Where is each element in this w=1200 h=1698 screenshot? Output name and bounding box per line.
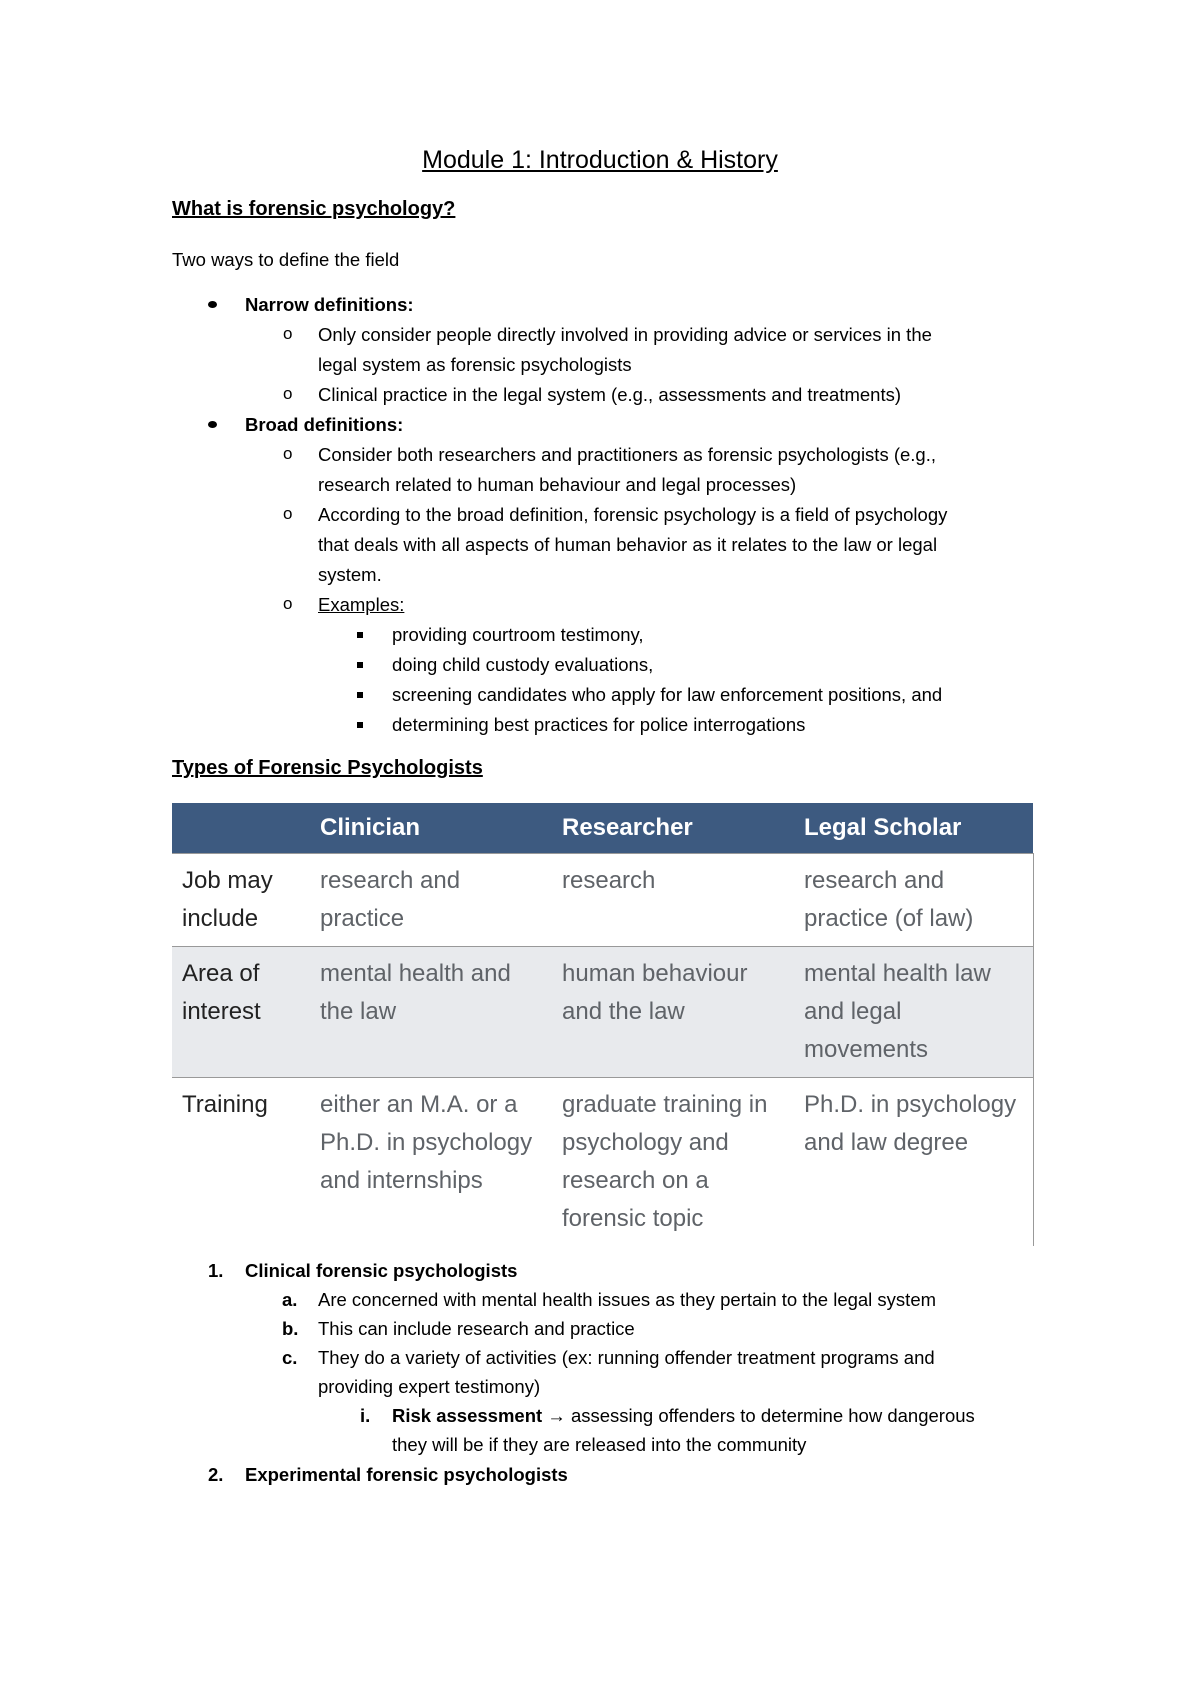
table-row: [172, 854, 1033, 947]
circle-bullet-icon: o: [283, 594, 293, 613]
bullet-icon: [208, 301, 217, 308]
circle-bullet-icon: o: [283, 504, 293, 523]
circle-bullet-icon: o: [283, 384, 293, 403]
square-bullet-icon: [357, 722, 363, 728]
risk-assessment-line: [392, 1401, 975, 1431]
broad-item-2b: that deals with all aspects of human behavior as it relates to the law or legal: [318, 534, 938, 555]
square-bullet-icon: [357, 662, 363, 668]
circle-bullet-icon: o: [283, 444, 293, 463]
list-subitem: This can include research and practice: [318, 1318, 635, 1339]
table-cell: research and practice: [310, 854, 552, 947]
bullet-icon: [208, 421, 217, 428]
list-number: 2.: [208, 1464, 224, 1485]
table-header-cell: Researcher: [552, 803, 794, 854]
examples-label: Examples:: [318, 594, 405, 615]
narrow-item-1a: Only consider people directly involved in providing advice or services in the: [318, 324, 932, 345]
risk-assessment-cont: they will be if they are released into the community: [392, 1434, 807, 1455]
list-subitem: They do a variety of activities (ex: running offender treatment programs and: [318, 1347, 935, 1368]
list-number: 1.: [208, 1260, 224, 1281]
section-heading-types: Types of Forensic Psychologists: [172, 757, 483, 779]
square-bullet-icon: [357, 692, 363, 698]
intro-text: Two ways to define the field: [172, 249, 400, 270]
broad-item-2c: system.: [318, 564, 382, 585]
risk-assessment-term: Risk assessment: [392, 1405, 543, 1426]
list-item-clinical: Clinical forensic psychologists: [245, 1260, 518, 1281]
list-roman: i.: [360, 1405, 371, 1426]
broad-item-1a: Consider both researchers and practitioners as forensic psychologists (e.g.,: [318, 444, 936, 465]
square-bullet-icon: [357, 632, 363, 638]
list-letter: a.: [282, 1289, 298, 1310]
example-item: doing child custody evaluations,: [392, 654, 654, 675]
table-cell: research: [552, 854, 794, 947]
table-header-cell: Clinician: [310, 803, 552, 854]
table-header-cell: [172, 803, 310, 854]
table-cell: graduate training in psychology and research on a forensic topic: [552, 1078, 794, 1247]
narrow-label: Narrow definitions:: [245, 294, 414, 315]
table-cell: research and practice (of law): [794, 854, 1033, 947]
table-cell: either an M.A. or a Ph.D. in psychology and internships: [310, 1078, 552, 1247]
section-heading-what-is: What is forensic psychology?: [172, 198, 456, 220]
broad-item-1b: research related to human behaviour and legal processes): [318, 474, 797, 495]
circle-bullet-icon: o: [283, 324, 293, 343]
example-item: providing courtroom testimony,: [392, 624, 644, 645]
list-letter: b.: [282, 1318, 299, 1339]
example-item: screening candidates who apply for law enforcement positions, and: [392, 684, 943, 705]
list-subitem-cont: providing expert testimony): [318, 1376, 541, 1397]
example-item: determining best practices for police interrogations: [392, 714, 806, 735]
table-header-row: [172, 803, 1033, 854]
broad-item-2a: According to the broad definition, forensic psychology is a field of psychology: [318, 504, 948, 525]
table-row-header: Job may include: [172, 854, 310, 947]
list-letter: c.: [282, 1347, 298, 1368]
table-row: [172, 1078, 1033, 1247]
table-cell: mental health and the law: [310, 947, 552, 1078]
table-row-header: Training: [172, 1078, 310, 1247]
table-row-header: Area of interest: [172, 947, 310, 1078]
risk-assessment-text: assessing offenders to determine how dangerous: [570, 1405, 975, 1426]
list-item-experimental: Experimental forensic psychologists: [245, 1464, 568, 1485]
list-subitem: Are concerned with mental health issues as they pertain to the legal system: [318, 1289, 937, 1310]
table-cell: human behaviour and the law: [552, 947, 794, 1078]
table-cell: mental health law and legal movements: [794, 947, 1033, 1078]
broad-label: Broad definitions:: [245, 414, 404, 435]
table-header-cell: Legal Scholar: [794, 803, 1033, 854]
table-cell: Ph.D. in psychology and law degree: [794, 1078, 1033, 1247]
arrow-right-icon: →: [547, 1405, 566, 1426]
forensic-types-table: [172, 803, 1034, 1246]
narrow-item-1b: legal system as forensic psychologists: [318, 354, 632, 375]
table-row: [172, 947, 1033, 1078]
narrow-item-2: Clinical practice in the legal system (e.g., assessments and treatments): [318, 384, 901, 405]
page-title: Module 1: Introduction & History: [422, 146, 778, 174]
